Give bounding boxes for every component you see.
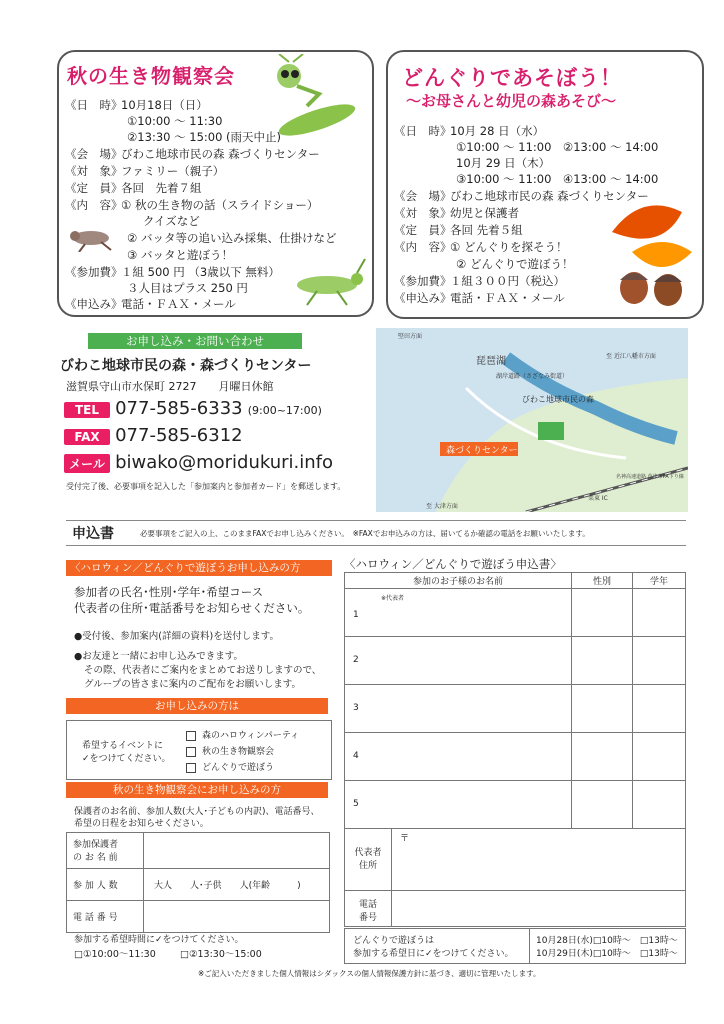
autumn-apply-row: 《申込み》電話・ＦＡＸ・メール	[65, 297, 236, 311]
observation-text-1: 保護者のお名前、参加人数(大人･子どもの内訳)、電話番号、	[74, 807, 320, 817]
acorn-target-row: 《対 象》幼児と保護者	[394, 206, 519, 220]
acorn-checkbox[interactable]	[186, 763, 196, 773]
bullet-2b: その際、代表者にご案内をまとめてお送りしますので、	[84, 665, 322, 676]
table-row[interactable]: 5	[345, 781, 686, 829]
autumn-fee2: ３人目はプラス 250 円	[127, 281, 248, 295]
acorn-fee-row: 《参加費》１組３００円（税込）	[394, 274, 565, 288]
autumn-title: 秋の生き物観察会	[67, 64, 235, 88]
privacy-footer: ※ご記入いただきました個人情報はシダックスの個人情報保護方針に基づき、適切に管理いたします。	[198, 969, 541, 978]
acorn-date-table	[344, 928, 686, 964]
fax-number[interactable]: 077-585-6312	[115, 425, 243, 446]
acorn-content-row: 《内 容》① どんぐりを探そう！	[394, 240, 568, 254]
acorn-date-options[interactable]: 10月28日(水)□10時～ □13時～ 10月29日(木)□10時～ □13時～	[530, 929, 686, 964]
contact-org: びわこ地球市民の森・森づくりセンター	[60, 358, 312, 374]
contact-tel-row: TEL 077-585-6333 (9:00~17:00)	[64, 398, 322, 419]
table-row[interactable]: 4	[345, 733, 686, 781]
contact-mail-row: メール biwako@moridukuri.info	[64, 452, 333, 473]
acorn-date-row: 《日 時》10月 28 日（水）	[394, 124, 545, 138]
table-row[interactable]: 3	[345, 685, 686, 733]
acorn-apply-row: 《申込み》電話・ＦＡＸ・メール	[394, 291, 565, 305]
rep-phone-label: 電話 番号	[345, 891, 392, 927]
observation-apply-bar: 秋の生き物観察会にお申し込みの方	[66, 782, 328, 798]
col-grade-header: 学年	[633, 573, 686, 589]
guardian-name-field[interactable]	[144, 833, 330, 869]
col-sex-header: 性別	[572, 573, 633, 589]
rep-phone-field[interactable]	[392, 891, 686, 927]
autumn-fee-row: 《参加費》１組 500 円 （3歳以下 無料）	[65, 265, 280, 279]
count-field[interactable]: 大人 人･子供 人(年齢 )	[144, 869, 330, 901]
bullet-2c: グループの皆さまに案内のご配布をお願いします。	[84, 679, 301, 690]
autumn-content1b: クイズなど	[143, 214, 200, 228]
halloween-apply-bar: 〈ハロウィン／どんぐりで遊ぼうお申し込みの方	[66, 560, 332, 576]
tel-number[interactable]: 077-585-6333	[115, 398, 243, 419]
table-row[interactable]: ※代表者 1	[345, 589, 686, 637]
map-north-label: 堅田方面	[398, 333, 423, 340]
map-east-label: 至 近江八幡市方面	[606, 353, 656, 360]
form-heading: 申込書	[72, 526, 114, 542]
acorn-day1-times: ①10:00 ～ 11:00 ②13:00 ～ 14:00	[456, 140, 659, 154]
mail-address[interactable]: biwako@moridukuri.info	[115, 452, 334, 473]
contact-fax-row: FAX 077-585-6312	[64, 425, 243, 446]
acorn-subtitle: ～お母さんと幼児の森あそび～	[406, 92, 617, 110]
observation-text-2: 希望の日程をお知らせください。	[74, 819, 209, 829]
phone-field[interactable]	[144, 901, 330, 933]
autumn-date-row: 《日 時》10月18日（日）	[65, 98, 208, 112]
acorn-date2: 10月 29 日（木）	[456, 156, 551, 170]
cricket-illustration	[65, 222, 115, 252]
acorn-date-label: どんぐりで遊ぼうは 参加する希望日に✓をつけてください。	[345, 929, 530, 964]
col-name-header: 参加のお子様のお名前	[345, 573, 572, 589]
bullet-1: ●受付後、参加案内(詳細の資料)を送付します。	[74, 631, 279, 642]
autumn-capacity-row: 《定 員》各回 先着７組	[65, 181, 202, 195]
autumn-content-row: 《内 容》① 秋の生き物の話（スライドショー）	[65, 198, 319, 212]
map-road-label: 湖岸道路（さざなみ街道）	[496, 373, 569, 380]
map-lake-label: 琵琶湖	[476, 356, 506, 367]
contact-note: 受付完了後、必要事項を記入した「参加案内と参加者カード」を郵送します。	[66, 482, 346, 491]
autumn-time2: ②13:30 ～ 15:00 (雨天中止)	[127, 130, 282, 144]
autumn-content3: ③ バッタと遊ぼう！	[127, 248, 233, 262]
participant-table	[344, 572, 686, 829]
acorn-venue-row: 《会 場》びわこ地球市民の森 森づくりセンター	[394, 189, 649, 203]
apply-section-bar: お申し込みの方は	[66, 698, 328, 714]
observation-form-table	[66, 832, 330, 933]
contact-address-row: 滋賀県守山市水保町 2727 月曜日休館	[66, 380, 274, 393]
left-instructions-1: 参加者の氏名･性別･学年･希望コース	[74, 585, 264, 599]
observation-checkbox[interactable]	[186, 747, 196, 757]
form-heading-note: 必要事項をご記入の上、このままFAXでお申し込みください。 ※FAXでお申込みの方は、届いてるか確認の電話をお願いいたします。	[140, 529, 590, 538]
grasshopper-illustration	[287, 257, 367, 307]
map-exit-label: 名神高速道路 草津市PA下り線	[616, 474, 684, 480]
table-row[interactable]: 2	[345, 637, 686, 685]
right-form-title: 〈ハロウィン／どんぐりで遊ぼう申込書〉	[344, 557, 562, 571]
autumn-venue-row: 《会 場》びわこ地球市民の森 森づくりセンター	[65, 147, 320, 161]
bullet-2: ●お友達と一緒にお申し込みできます。	[74, 651, 244, 662]
event-select-label: 希望するイベントに ✓をつけてください。	[82, 741, 171, 764]
autumn-target-row: 《対 象》ファミリー（親子）	[65, 164, 225, 178]
acorn-leaves-illustration	[602, 192, 698, 312]
time-option-1[interactable]: □①10:00～11:30	[74, 949, 156, 960]
time-option-2[interactable]: □②13:30～15:00	[180, 949, 262, 960]
event-observation-option[interactable]: 秋の生き物観察会	[186, 744, 274, 757]
autumn-event-panel	[57, 50, 374, 317]
acorn-title: どんぐりであそぼう！	[402, 66, 622, 90]
contact-bar: お申し込み・お問い合わせ	[88, 333, 302, 349]
map-ic-label: 栗東 IC	[588, 495, 608, 502]
time-select-label: 参加する希望時間に✓をつけてください。	[74, 935, 244, 945]
count-label: 参 加 人 数	[67, 869, 144, 901]
rep-address-field[interactable]: 〒	[392, 829, 686, 891]
acorn-capacity-row: 《定 員》各回 先着５組	[394, 223, 523, 237]
event-halloween-option[interactable]: 森のハロウィンパーティ	[186, 728, 299, 741]
acorn-event-panel	[386, 50, 704, 319]
event-acorn-option[interactable]: どんぐりで遊ぼう	[186, 760, 274, 773]
left-instructions-2: 代表者の住所･電話番号をお知らせください。	[74, 601, 310, 615]
map-south-label: 至 大津方面	[426, 503, 458, 510]
map-forest-label: びわこ地球市民の森	[522, 395, 594, 404]
phone-label: 電 話 番 号	[67, 901, 144, 933]
map-center-label: 森づくりセンター	[446, 446, 518, 456]
halloween-checkbox[interactable]	[186, 731, 196, 741]
rep-address-label: 代表者 住所	[345, 829, 392, 891]
acorn-content2: ② どんぐりで遊ぼう！	[456, 257, 574, 271]
representative-table	[344, 828, 686, 927]
guardian-label: 参加保護者 の お 名 前	[67, 833, 144, 869]
acorn-day2-times: ③10:00 ～ 11:00 ④13:00 ～ 14:00	[456, 172, 659, 186]
autumn-time1: ①10:00 ～ 11:30	[127, 114, 223, 128]
autumn-content2: ② バッタ等の追い込み採集、仕掛けなど	[127, 231, 337, 245]
access-map	[376, 328, 688, 512]
